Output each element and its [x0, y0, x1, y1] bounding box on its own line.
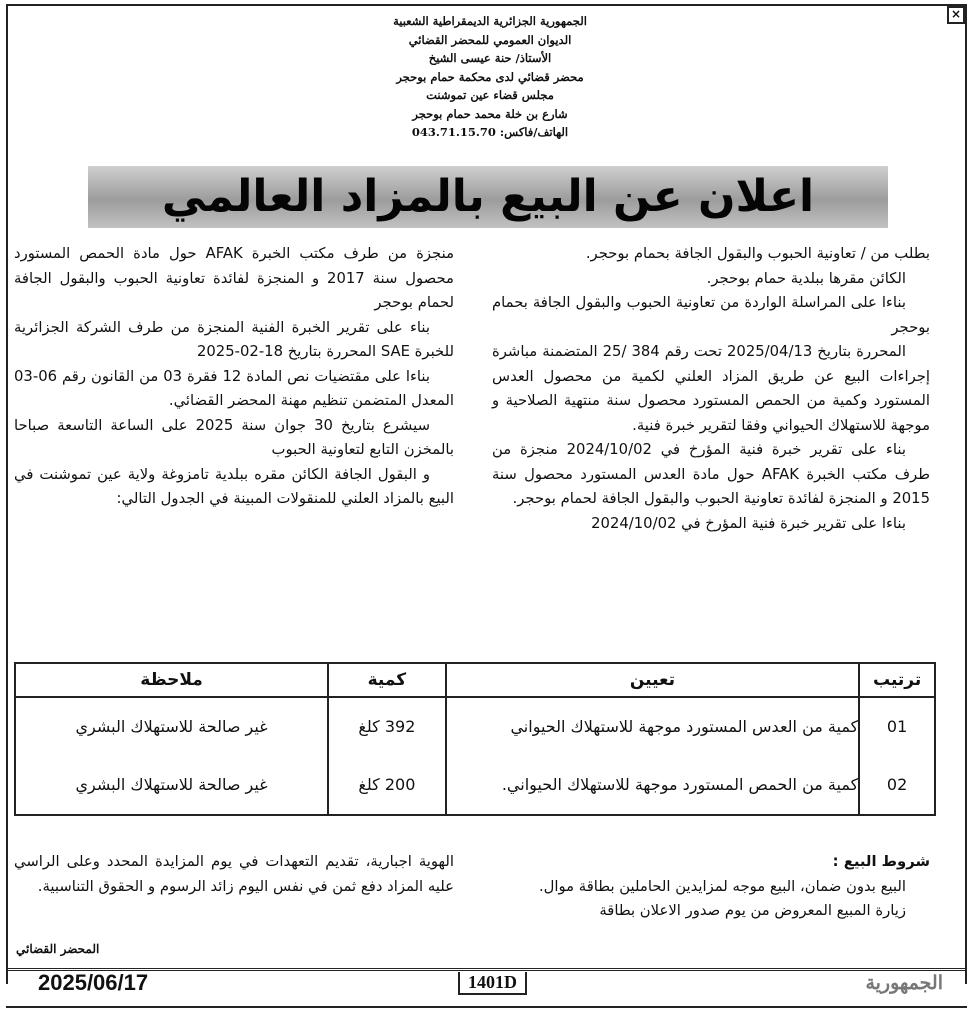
rank-value: 02: [886, 775, 908, 794]
designation-value: كمية من الحمص المستورد موجهة للاستهلاك الحيواني.: [501, 775, 859, 794]
footer-divider: [6, 968, 967, 971]
paragraph: بطلب من / تعاونية الحبوب والبقول الجافة بحمام بوحجر.: [585, 245, 930, 262]
quantity-cell: [328, 697, 446, 815]
header-line: الديوان العمومي للمحضر القضائي: [408, 32, 572, 47]
note-value: غير صالحة للاستهلاك البشري: [75, 775, 268, 794]
paragraph: سيشرع بتاريخ 30 جوان سنة 2025 على الساعة التاسعة صباحا بالمخزن التابع لتعاونية الحبوب: [14, 416, 454, 458]
note-cell: [15, 697, 328, 815]
issuer-header: [300, 12, 680, 142]
header-line: الهاتف/فاكس: 043.71.15.70: [411, 125, 569, 139]
paragraph: منجزة من طرف مكتب الخبرة AFAK حول مادة الحمص المستورد محصول سنة 2017 و المنجزة لفائدة تعاونية الحبوب والبقول الجافة لحمام بوحجر: [14, 245, 454, 311]
conditions-left: [14, 850, 454, 899]
bottom-border: [6, 1006, 967, 1008]
paragraph: بناءا على تقرير خبرة فنية المؤرخ في 2024/10/02: [591, 514, 906, 532]
close-icon[interactable]: ×: [947, 6, 965, 24]
left-column: [14, 242, 454, 512]
reference-number: 1401D: [458, 972, 527, 995]
frame-right-border: [965, 4, 967, 984]
designation-cell: [446, 697, 860, 815]
quantity-value: 392 كلغ: [358, 717, 416, 736]
table-row: [15, 697, 935, 815]
paragraph: و البقول الجافة الكائن مقره ببلدية تامزوغة ولاية عين تموشنت في البيع بالمزاد العلني للمنقولات المبينة في الجدول التالي:: [14, 465, 454, 507]
note-value: غير صالحة للاستهلاك البشري: [75, 717, 268, 736]
paragraph: بناء على تقرير خبرة فنية المؤرخ في 2024/10/02 منجزة من طرف مكتب الخبرة AFAK حول مادة العدس المستورد محصول سنة 2015 و المنجزة لفائدة تعاونية الحبوب والبقول الجافة لحمام بوحجر.: [492, 441, 930, 507]
frame-left-border: [6, 4, 8, 984]
designation-value: كمية من العدس المستورد موجهة للاستهلاك الحيواني: [510, 717, 859, 736]
header-quantity: كمية: [328, 663, 446, 697]
header-line: الأستاذ/ حنة عيسى الشيخ: [428, 51, 552, 65]
conditions-heading: شروط البيع :: [832, 853, 930, 870]
table-header-row: [15, 663, 935, 697]
paragraph: الهوية اجبارية، تقديم التعهدات في يوم المزايدة المحدد وعلى الراسي عليه المزاد دفع ثمن في نفس اليوم زائد الرسوم و الحقوق التناسبية.: [14, 853, 454, 895]
conditions-right: [492, 850, 930, 924]
right-column: [492, 242, 930, 536]
quantity-value: 200 كلغ: [358, 775, 416, 794]
header-rank: ترتيب: [859, 663, 935, 697]
paragraph: زيارة المبيع المعروض من يوم صدور الاعلان بطاقة: [599, 902, 906, 919]
paragraph: الكائن مقرها ببلدية حمام بوحجر.: [706, 269, 906, 287]
page-title: اعلان عن البيع بالمزاد العالمي: [88, 166, 888, 228]
header-line: مجلس قضاء عين تموشنت: [426, 88, 554, 102]
newspaper-masthead: الجمهورية: [865, 972, 943, 994]
rank-value: 01: [886, 717, 908, 736]
header-line: محضر قضائي لدى محكمة حمام بوحجر: [396, 69, 584, 84]
paragraph: بناء على تقرير الخبرة الفنية المنجزة من طرف الشركة الجزائرية للخبرة SAE المحررة بتاريخ 18-02-2025: [14, 318, 454, 360]
paragraph: المحررة بتاريخ 2025/04/13 تحت رقم 384 /25 المتضمنة مباشرة إجراءات البيع عن طريق المزاد العلني لكمية من محصول العدس المستورد وكمية من الحمص المستورد محصول سنة منتهية الصلاحية و موجهة للاستهلاك الحيواني وفقا لتقرير خبرة فنية.: [492, 343, 930, 434]
header-line: شارع بن خلة محمد حمام بوحجر: [412, 106, 568, 121]
publication-date: 2025/06/17: [38, 970, 149, 995]
paragraph: البيع بدون ضمان، البيع موجه لمزايدين الحاملين بطاقة موال.: [538, 877, 906, 895]
header-note: ملاحظة: [15, 663, 328, 697]
items-table: [14, 662, 936, 816]
signature-label: المحضر القضائي: [16, 942, 100, 956]
header-designation: تعيين: [446, 663, 860, 697]
header-line: الجمهورية الجزائرية الديمقراطية الشعبية: [393, 14, 587, 28]
paragraph: بناءا على المراسلة الواردة من تعاونية الحبوب والبقول الجافة بحمام بوحجر: [492, 294, 930, 336]
frame-top-border: [6, 4, 967, 6]
paragraph: بناءا على مقتضيات نص المادة 12 فقرة 03 من القانون رقم 06-03 المعدل المتضمن تنظيم مهنة المحضر القضائي.: [14, 367, 454, 409]
rank-cell: [859, 697, 935, 815]
